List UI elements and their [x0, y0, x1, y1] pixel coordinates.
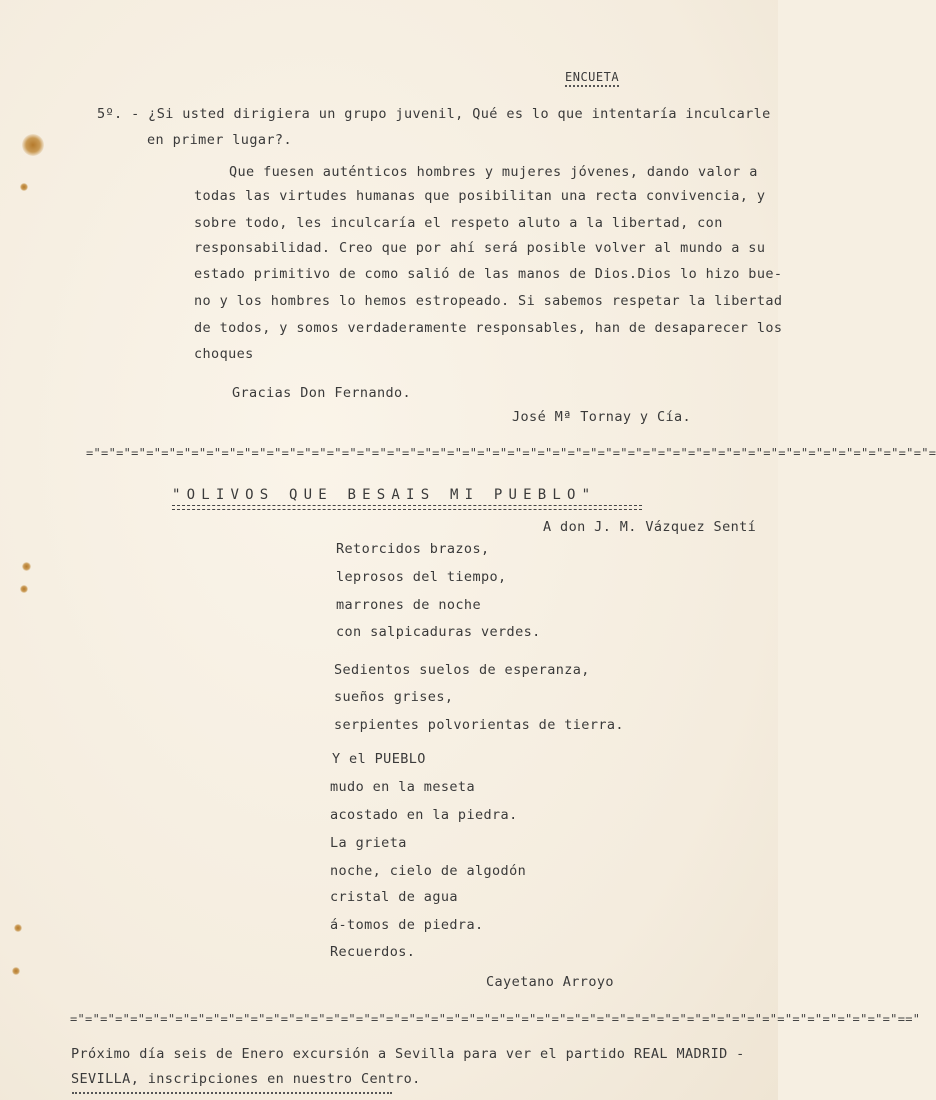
poem-verse: mudo en la meseta — [330, 779, 475, 795]
poem-dedication: A don J. M. Vázquez Sentí — [543, 519, 757, 535]
answer-line: de todos, y somos verdaderamente responsables, han de desaparecer los — [194, 320, 783, 336]
answer-line: todas las virtudes humanas que posibilitan una recta convivencia, y — [194, 188, 766, 204]
poem-title: "OLIVOS QUE BESAIS MI PUEBLO" — [172, 487, 597, 503]
poem-verse: con salpicaduras verdes. — [336, 624, 541, 640]
rust-stain — [12, 967, 20, 975]
rust-stain — [20, 585, 28, 593]
answer-line: choques — [194, 346, 254, 362]
answer-line: Que fuesen auténticos hombres y mujeres jóvenes, dando valor a — [229, 164, 758, 180]
poem-verse: marrones de noche — [336, 597, 481, 613]
poem-author: Cayetano Arroyo — [486, 974, 614, 990]
poem-verse: cristal de agua — [330, 889, 458, 905]
answer-line: estado primitivo de como salió de las manos de Dios.Dios lo hizo bue- — [194, 266, 783, 282]
poem-verse: Recuerdos. — [330, 944, 416, 960]
section-heading: ENCUETA — [565, 70, 619, 87]
poem-verse: acostado en la piedra. — [330, 807, 518, 823]
rust-stain — [14, 924, 22, 932]
answer-line: no y los hombres lo hemos estropeado. Si sabemos respetar la libertad — [194, 293, 783, 309]
poem-verse: Y el PUEBLO — [332, 751, 426, 767]
dotted-rule — [72, 1092, 392, 1094]
rust-stain — [22, 562, 31, 571]
poem-verse: leprosos del tiempo, — [336, 569, 507, 585]
announcement-line: Próximo día seis de Enero excursión a Sevilla para ver el partido REAL MADRID - — [71, 1046, 745, 1062]
separator-line: ="="="="="="="="="="="="="="="="="="="="="="="="="="="="="="="="="="="="="="="="="="="="="="="="="="="="="="="="= — [86, 446, 936, 460]
poem-verse: Retorcidos brazos, — [336, 541, 490, 557]
poem-verse: á-tomos de piedra. — [330, 917, 484, 933]
question-line: en primer lugar?. — [147, 132, 292, 148]
rust-stain — [22, 134, 44, 156]
poem-verse: serpientes polvorientas de tierra. — [334, 717, 624, 733]
separator-line: ="="="="="="="="="="="="="="="="="="="="="="="="="="="="="="="="="="="="="="="="="="="="="="="="="="="="="="="==" — [70, 1012, 921, 1026]
title-underline — [172, 509, 642, 510]
poem-verse: Sedientos suelos de esperanza, — [334, 662, 590, 678]
title-underline — [172, 505, 642, 506]
answer-line: responsabilidad. Creo que por ahí será posible volver al mundo a su — [194, 240, 766, 256]
question-line: 5º. - ¿Si usted dirigiera un grupo juvenil, Qué es lo que intentaría inculcarle — [97, 106, 771, 122]
announcement-line: SEVILLA, inscripciones en nuestro Centro. — [71, 1071, 421, 1087]
poem-verse: sueños grises, — [334, 689, 454, 705]
poem-verse: La grieta — [330, 835, 407, 851]
rust-stain — [20, 183, 28, 191]
answer-line: sobre todo, les inculcaría el respeto aluto a la libertad, con — [194, 215, 723, 231]
poem-verse: noche, cielo de algodón — [330, 863, 527, 879]
signature: José Mª Tornay y Cía. — [512, 409, 692, 425]
closing-line: Gracias Don Fernando. — [232, 385, 412, 401]
